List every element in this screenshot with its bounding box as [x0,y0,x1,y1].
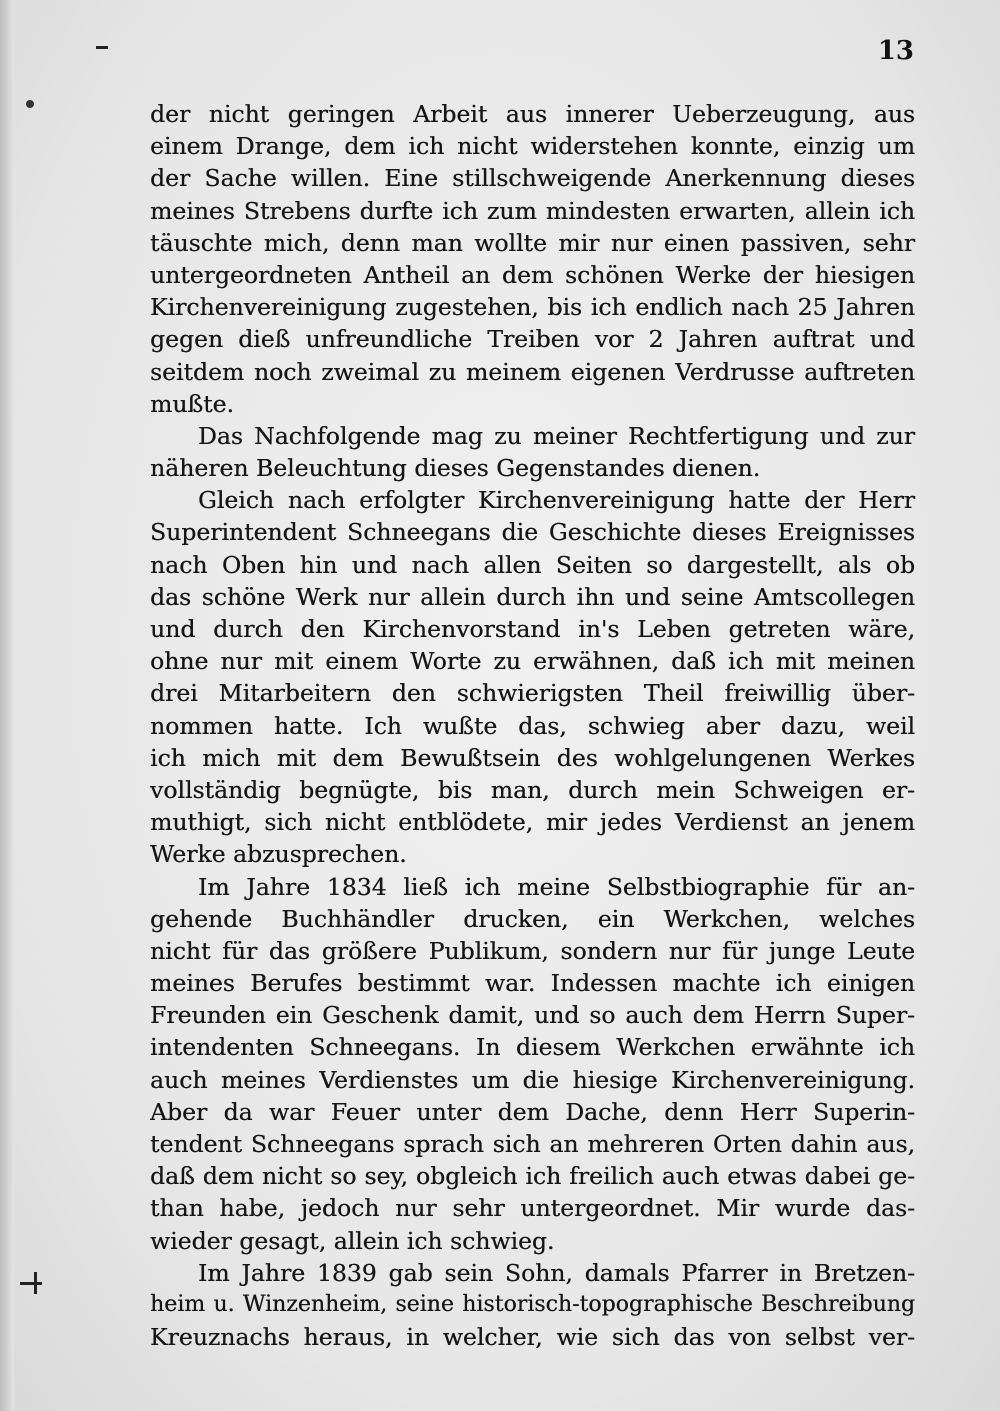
text-line: Im Jahre 1839 gab sein Sohn, damals Pfarrer in Bretzen- [198,1258,915,1287]
text-line: Kirchenvereinigung zugestehen, bis ich endlich nach 25 Jahren [150,293,915,322]
text-line: nicht für das größere Publikum, sondern nur für junge Leute [150,936,915,965]
body-text [150,98,915,1353]
margin-tick-mark [20,1282,42,1285]
text-line: das schöne Werk nur allein durch ihn und seine Amtscollegen [150,582,915,611]
text-line: seitdem noch zweimal zu meinem eigenen Verdrusse auftreten [150,357,915,386]
text-line: Kreuznachs heraus, in welcher, wie sich das von selbst ver- [150,1323,915,1352]
text-line: Werke abzusprechen. [150,840,407,869]
text-line: intendenten Schneegans. In diesem Werkchen erwähnte ich [150,1033,915,1062]
text-line: heim u. Winzenheim, seine historisch-topographische Beschreibung [150,1291,915,1317]
text-line: daß dem nicht so sey, obgleich ich freilich auch etwas dabei ge- [150,1162,915,1191]
text-line: der nicht geringen Arbeit aus innerer Ueberzeugung, aus [150,100,915,128]
text-line: nommen hatte. Ich wußte das, schwieg aber dazu, weil [150,711,915,740]
text-line: Das Nachfolgende mag zu meiner Rechtfertigung und zur [198,421,915,450]
text-line: meines Berufes bestimmt war. Indessen machte ich einigen [150,969,915,998]
text-line: gegen dieß unfreundliche Treiben vor 2 Jahren auftrat und [150,325,915,354]
text-line: einem Drange, dem ich nicht widerstehen konnte, einzig um [150,132,915,161]
text-line: auch meines Verdienstes um die hiesige Kirchenvereinigung. [150,1065,915,1094]
page-number: 13 [877,36,914,66]
text-line: der Sache willen. Eine stillschweigende Anerkennung dieses [150,164,915,193]
text-line: ich mich mit dem Bewußtsein des wohlgelungenen Werkes [150,743,915,772]
text-line: Gleich nach erfolgter Kirchenvereinigung hatte der Herr [198,486,915,515]
text-line: täuschte mich, denn man wollte mir nur einen passiven, sehr [150,228,915,257]
text-line: mußte. [150,389,234,418]
text-line: Superintendent Schneegans die Geschichte dieses Ereignisses [150,518,915,547]
text-line: meines Strebens durfte ich zum mindesten erwarten, allein ich [150,196,915,225]
text-line: nach Oben hin und nach allen Seiten so dargestellt, als ob [150,550,915,579]
margin-ink-dot [26,100,34,108]
text-line: tendent Schneegans sprach sich an mehreren Orten dahin aus, [150,1130,915,1158]
text-line: untergeordneten Antheil an dem schönen Werke der hiesigen [150,260,915,289]
text-line: näheren Beleuchtung dieses Gegenstandes dienen. [150,454,761,483]
page-gutter [0,0,14,1411]
text-line: drei Mitarbeitern den schwierigsten Theil freiwillig über- [150,679,915,708]
text-line: than habe, jedoch nur sehr untergeordnet. Mir wurde das- [150,1194,915,1223]
text-line: Im Jahre 1834 ließ ich meine Selbstbiographie für an- [198,872,915,901]
margin-tick-mark [34,1272,37,1294]
text-line: ohne nur mit einem Worte zu erwähnen, daß ich mit meinen [150,647,915,676]
text-line: vollständig begnügte, bis man, durch mein Schweigen er- [150,775,915,804]
text-line: und durch den Kirchenvorstand in's Leben getreten wäre, [150,615,915,643]
text-line: gehende Buchhändler drucken, ein Werkchen, welches [150,904,915,933]
text-line: Aber da war Feuer unter dem Dache, denn Herr Superin- [150,1097,915,1126]
margin-dash-mark [96,46,108,49]
text-line: Freunden ein Geschenk damit, und so auch dem Herrn Super- [150,1001,915,1030]
text-line: wieder gesagt, allein ich schwieg. [150,1226,555,1255]
text-line: muthigt, sich nicht entblödete, mir jedes Verdienst an jenem [150,808,915,837]
